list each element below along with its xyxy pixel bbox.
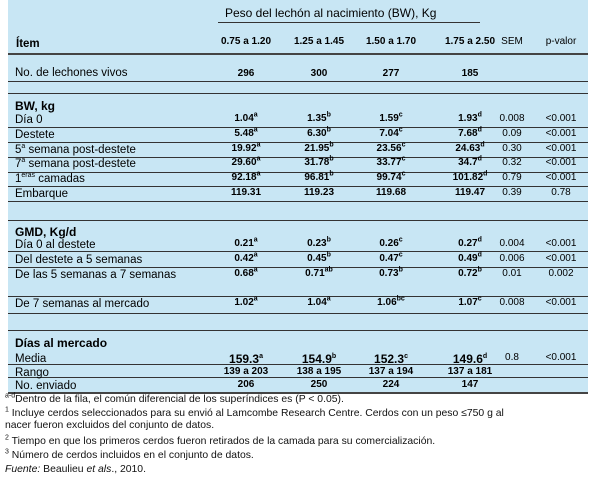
footnote: $^{a-d}$Dentro de la fila, el común diferencial de los superíndices es (P < 0.05). [5,392,344,405]
row-label: Media [15,353,47,365]
table-cell: 33.77$^c$ [376,155,406,168]
footnote: nacer fueron excluidos del conjunto de datos. [5,420,215,431]
table-cell: 0.72$^b$ [458,266,482,279]
table-cell: 119.47 [454,187,486,198]
table-cell: 277 [382,68,400,79]
sem-cell: 0.39 [502,187,522,198]
row-label: Día 0 [15,114,43,126]
row-label: $1^{eras}$ camadas [15,172,85,185]
row-label: De las 5 semanas a 7 semanas [15,269,177,281]
table-cell: 29.60$^a$ [231,155,261,168]
table-cell: 206 [237,379,255,390]
row-rule [8,313,588,314]
table-cell: 0.21$^a$ [234,236,258,249]
footnote: $^1$ Incluye cerdos seleccionados para su envió al Lamcombe Research Centre. Cerdos con un peso ≤750 g al [5,406,504,419]
table-cell: 1.07$^c$ [458,295,482,308]
row-label: 5$^a$ semana post-destete [15,143,136,156]
sem-cell: 0.8 [505,352,519,363]
table-cell: 1.59$^c$ [379,111,403,124]
row-rule [8,330,588,331]
pvalue-header: p-valor [545,36,577,47]
table-cell: 23.56$^c$ [376,141,406,154]
table-cell: 149.6$^d$ [452,352,488,366]
row-label: No. de lechones vivos [15,67,128,79]
table-cell: 0.26$^c$ [379,236,403,249]
column-header-3: 1.50 a 1.70 [365,36,417,47]
sem-cell: 0.79 [502,172,522,183]
pvalue-cell: 0.002 [548,268,574,279]
footnote: $^2$ Tiempo en que los primeros cerdos fueron retirados de la camada para su comercialización. [5,434,436,447]
table-cell: 1.35$^b$ [307,111,331,124]
row-label: De 7 semanas al mercado [15,298,150,310]
group-title: Peso del lechón al nacimiento (BW), Kg [225,6,437,20]
table-cell: 154.9$^b$ [301,352,337,366]
table-cell: 0.68$^a$ [234,266,258,279]
table-cell: 0.71$^{ab}$ [305,266,333,279]
pvalue-cell: <0.001 [545,128,577,139]
table-cell: 185 [461,68,479,79]
column-header-1: 0.75 a 1.20 [220,36,272,47]
pvalue-cell: <0.001 [545,172,577,183]
row-rule [8,93,588,94]
table-cell: 1.04$^a$ [234,111,258,124]
column-header-4: 1.75 a 2.50 [444,36,496,47]
sem-cell: 0.006 [499,253,525,264]
pvalue-cell: <0.001 [545,352,577,363]
pvalue-cell: <0.001 [545,238,577,249]
table-cell: 0.42$^a$ [234,251,258,264]
table-cell: 19.92$^a$ [231,141,261,154]
table-cell: 300 [310,68,328,79]
pvalue-cell: <0.001 [545,253,577,264]
row-rule [8,220,588,221]
row-label: Embarque [15,188,69,200]
sem-cell: 0.32 [502,157,522,168]
item-header: Ítem [16,38,40,50]
table-cell: 99.74$^c$ [376,170,406,183]
table-cell: 159.3$^a$ [229,352,263,366]
table-cell: 152.3$^c$ [374,352,408,366]
table-cell: 139 a 203 [223,366,269,377]
row-label: Destete [15,129,55,141]
sem-header: SEM [501,36,523,47]
table-cell: 138 a 195 [296,366,342,377]
table-cell: 119.23 [303,187,335,198]
table-cell: 250 [310,379,328,390]
table-cell: 0.45$^b$ [307,251,331,264]
row-label: Rango [15,367,49,379]
table-cell: 137 a 194 [368,366,414,377]
sem-cell: 0.008 [499,297,525,308]
sem-cell: 0.004 [499,238,525,249]
table-cell: 137 a 181 [447,366,493,377]
table-cell: 224 [382,379,400,390]
sem-cell: 0.30 [502,143,522,154]
table-cell: 21.95$^b$ [304,141,334,154]
source-note: Fuente: Beaulieu et als., 2010. [5,464,146,475]
table-cell: 101.82$^d$ [452,170,488,183]
table-cell: 7.68$^d$ [458,126,482,139]
table-cell: 119.31 [230,187,262,198]
table-cell: 147 [461,379,479,390]
header-rule [8,53,588,55]
table-cell: 0.47$^c$ [379,251,403,264]
table-cell: 1.06$^{bc}$ [377,295,405,308]
pvalue-cell: <0.001 [545,113,577,124]
section-heading: BW, kg [15,99,56,113]
footnote: $^3$ Número de cerdos incluidos en el conjunto de datos. [5,448,254,461]
pvalue-cell: <0.001 [545,157,577,168]
section-heading: GMD, Kg/d [15,225,77,239]
table-cell: 1.93$^d$ [458,111,482,124]
table-cell: 1.04$^a$ [307,295,331,308]
group-underline [218,22,480,23]
table-cell: 5.48$^a$ [234,126,258,139]
table-cell: 31.78$^b$ [304,155,334,168]
table-cell: 6.30$^b$ [307,126,331,139]
table-cell: 119.68 [375,187,407,198]
sem-cell: 0.01 [502,268,522,279]
table-cell: 296 [237,68,255,79]
row-label: Del destete a 5 semanas [15,254,143,266]
table-cell: 34.7$^d$ [458,155,482,168]
table-cell: 96.81$^b$ [304,170,334,183]
table-cell: 92.18$^a$ [231,170,261,183]
section-heading: Días al mercado [15,336,108,350]
pvalue-cell: <0.001 [545,143,577,154]
table-cell: 0.27$^d$ [458,236,482,249]
row-label: Día 0 al destete [15,239,96,251]
table-cell: 24.63$^d$ [455,141,485,154]
column-header-2: 1.25 a 1.45 [293,36,345,47]
table-cell: 1.02$^a$ [234,295,258,308]
sem-cell: 0.09 [502,128,522,139]
table-cell: 0.23$^b$ [307,236,331,249]
table-cell: 0.73$^b$ [379,266,403,279]
sem-cell: 0.008 [499,113,525,124]
table-cell: 7.04$^c$ [379,126,403,139]
pvalue-cell: <0.001 [545,297,577,308]
pvalue-cell: 0.78 [551,187,571,198]
row-label: 7$^a$ semana post-destete [15,157,136,170]
row-label: No. enviado [15,380,77,392]
row-rule [8,81,588,82]
table-cell: 0.49$^d$ [458,251,482,264]
